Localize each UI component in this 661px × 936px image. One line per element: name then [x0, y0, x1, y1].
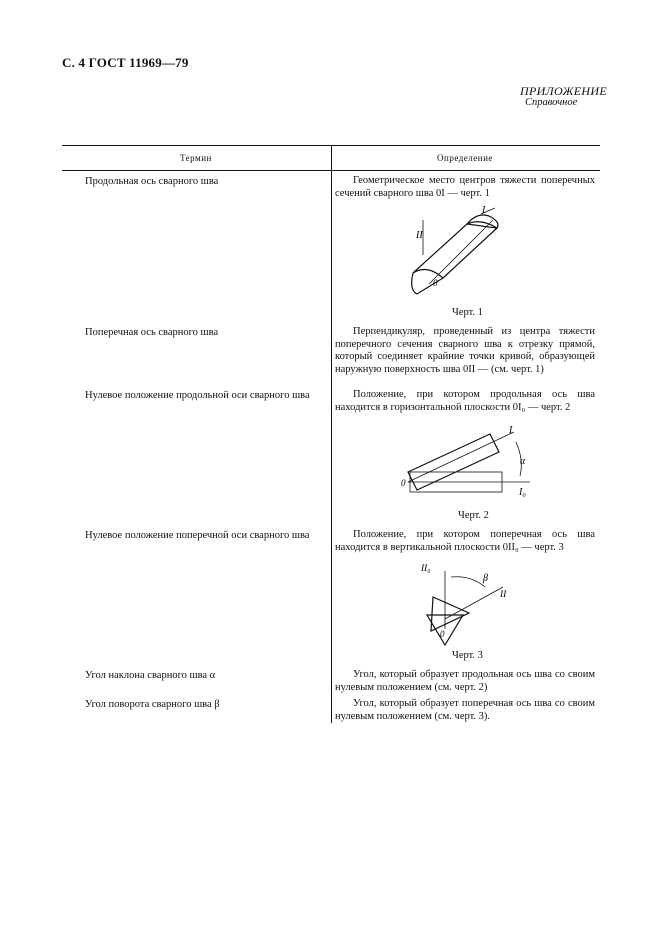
- definition-transverse-axis: Перпендикуляр, проведенный из центра тяжести поперечного сечения сварного шва к отрезку прямой, который соединяет крайние точки кривой, образующей наружную поверхность шва 0II — (см. черт. 1): [335, 326, 595, 375]
- page-header: С. 4 ГОСТ 11969—79: [62, 55, 189, 70]
- fig3-label-0: 0: [440, 629, 445, 639]
- fig2-label-alpha: α: [520, 456, 526, 467]
- appendix-subtitle: Справочное: [525, 97, 578, 108]
- fig3-label-II: II: [500, 590, 507, 600]
- fig1-label-II: II: [416, 230, 423, 241]
- fig3-label-beta: β: [483, 573, 488, 584]
- appendix-title: ПРИЛОЖЕНИЕ: [520, 84, 607, 98]
- figure-1-caption: Черт. 1: [452, 307, 483, 318]
- column-header-definition: Определение: [437, 153, 493, 163]
- fig2-label-I0: I₀: [519, 487, 526, 498]
- table-column-divider: [331, 145, 332, 723]
- term-transverse-axis: Поперечная ось сварного шва: [85, 327, 219, 338]
- fig1-label-0: 0: [433, 278, 438, 288]
- term-zero-position-longitudinal: Нулевое положение продольной оси сварного шва: [85, 390, 310, 401]
- definition-zero-position-longitudinal: Положение, при котором продольная ось шва находится в горизонтальной плоскости 0I₀ — черт. 2: [335, 389, 595, 413]
- definition-rotation-angle: Угол, который образует поперечная ось шва со своим нулевым положением (см. черт. 3).: [335, 698, 595, 722]
- figure-1-drawing: [405, 200, 515, 305]
- fig1-label-I: I: [482, 205, 486, 216]
- term-zero-position-transverse: Нулевое положение поперечной оси сварного шва: [85, 530, 310, 541]
- fig2-label-0: 0: [401, 478, 406, 488]
- figure-2-caption: Черт. 2: [458, 510, 489, 521]
- definition-longitudinal-axis: Геометрическое место центров тяжести поперечных сечений сварного шва 0I — черт. 1: [335, 175, 595, 199]
- definition-zero-position-transverse: Положение, при котором поперечная ось шва находится в вертикальной плоскости 0II₀ — черт. 3: [335, 529, 595, 553]
- fig3-label-II0: II₀: [421, 564, 431, 574]
- figure-2-drawing: [398, 420, 548, 505]
- column-header-term: Термин: [180, 153, 212, 163]
- definition-inclination-angle: Угол, который образует продольная ось шва со своим нулевым положением (см. черт. 2): [335, 669, 595, 693]
- figure-3-caption: Черт. 3: [452, 650, 483, 661]
- term-inclination-angle: Угол наклона сварного шва α: [85, 670, 216, 681]
- figure-3-drawing: [415, 557, 525, 647]
- term-longitudinal-axis: Продольная ось сварного шва: [85, 176, 219, 187]
- term-rotation-angle: Угол поворота сварного шва β: [85, 699, 220, 710]
- fig2-label-I: I: [509, 425, 513, 436]
